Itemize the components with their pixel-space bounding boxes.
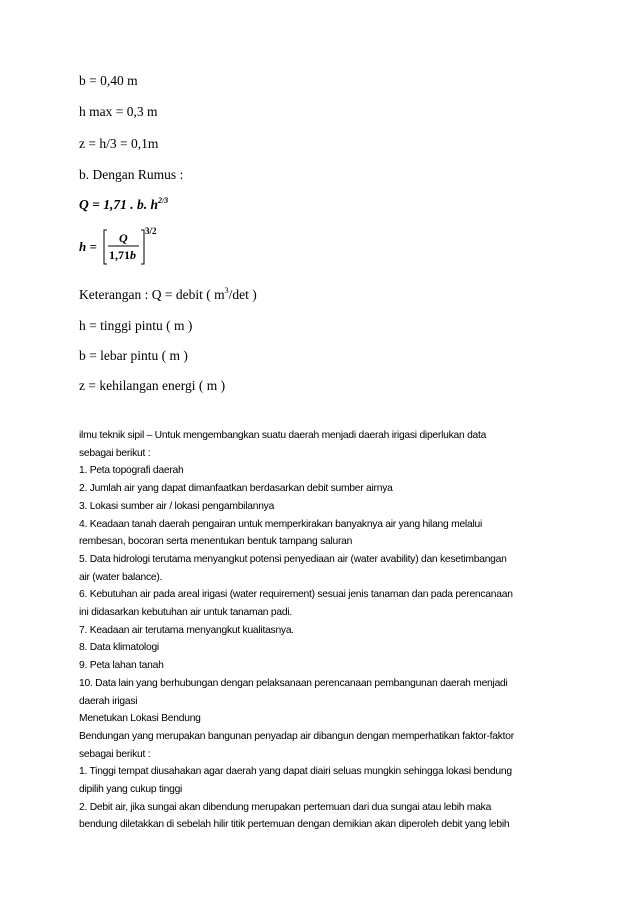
body-line: Menetukan Lokasi Bendung bbox=[79, 713, 201, 725]
body-line: daerah irigasi bbox=[79, 695, 138, 707]
body-line: 6. Kebutuhan air pada areal irigasi (water requirement) sesuai jenis tanaman dan pada perencanaan bbox=[79, 589, 513, 601]
body-line: Bendungan yang merupakan bangunan penyadap air dibangun dengan memperhatikan faktor-faktor bbox=[79, 730, 514, 742]
body-line: sebagai berikut : bbox=[79, 447, 151, 459]
body-line: 1. Peta topografi daerah bbox=[79, 465, 184, 477]
param-h-max: h max = 0,3 m bbox=[79, 104, 158, 119]
param-z: z = h/3 = 0,1m bbox=[79, 136, 159, 151]
body-paragraphs bbox=[79, 427, 579, 834]
legend-q-prefix: Keterangan : Q = debit ( m bbox=[79, 287, 225, 302]
formula-h-exponent: 3/2 bbox=[145, 226, 157, 236]
formula-q-text: Q = 1,71 . b. h bbox=[79, 197, 158, 212]
body-line: 5. Data hidrologi terutama menyangkut potensi penyediaan air (water avability) dan kesetimbangan bbox=[79, 553, 507, 565]
method-heading: b. Dengan Rumus : bbox=[79, 167, 184, 182]
body-line: 8. Data klimatologi bbox=[79, 642, 159, 654]
formula-q-exponent: 2/3 bbox=[157, 196, 169, 205]
body-line: dipilih yang cukup tinggi bbox=[79, 784, 183, 796]
body-line: 7. Keadaan air terutama menyangkut kualitasnya. bbox=[79, 624, 294, 636]
body-line: 2. Debit air, jika sungai akan dibendung merupakan pertemuan dari dua sungai atau lebih maka bbox=[79, 801, 492, 813]
formula-h-numerator: Q bbox=[119, 231, 128, 245]
body-line: 10. Data lain yang berhubungan dengan pelaksanaan perencanaan pembangunan daerah menjadi bbox=[79, 677, 508, 689]
formula-h-equation bbox=[79, 226, 189, 270]
body-line: 3. Lokasi sumber air / lokasi pengambilannya bbox=[79, 500, 275, 512]
legend-z: z = kehilangan energi ( m ) bbox=[79, 378, 226, 393]
body-line: air (water balance). bbox=[79, 571, 163, 583]
body-line: ilmu teknik sipil – Untuk mengembangkan suatu daerah menjadi daerah irigasi diperlukan data bbox=[79, 430, 487, 441]
formula-h-denominator bbox=[109, 248, 136, 263]
body-line: ini didasarkan kebutuhan air untuk tanaman padi. bbox=[79, 607, 292, 619]
body-line: 1. Tinggi tempat diusahakan agar daerah yang dapat diairi seluas mungkin sehingga lokasi bendung bbox=[79, 766, 512, 778]
formula-h-denominator-variable: b bbox=[130, 248, 136, 262]
legend-q bbox=[79, 287, 257, 303]
formula-q bbox=[79, 197, 168, 213]
body-line: sebagai berikut : bbox=[79, 748, 151, 760]
body-line: 4. Keadaan tanah daerah pengairan untuk memperkirakan banyaknya air yang hilang melalui bbox=[79, 518, 482, 530]
legend-q-suffix: /det ) bbox=[228, 287, 257, 302]
legend-h: h = tinggi pintu ( m ) bbox=[79, 318, 193, 333]
body-line: 9. Peta lahan tanah bbox=[79, 660, 164, 672]
formula-h-denominator-number: 1,71 bbox=[109, 248, 130, 262]
body-line: rembesan, bocoran serta menentukan bentuk tampang saluran bbox=[79, 536, 353, 548]
body-line: 2. Jumlah air yang dapat dimanfaatkan berdasarkan debit sumber airnya bbox=[79, 483, 393, 495]
body-line: bendung diletakkan di sebelah hilir titik pertemuan dengan demikian akan diperoleh debit yang lebih bbox=[79, 819, 510, 831]
legend-q-superscript: 3 bbox=[224, 286, 229, 295]
formula-h-lhs: h = bbox=[79, 239, 97, 254]
legend-b: b = lebar pintu ( m ) bbox=[79, 348, 188, 363]
param-b: b = 0,40 m bbox=[79, 73, 138, 88]
